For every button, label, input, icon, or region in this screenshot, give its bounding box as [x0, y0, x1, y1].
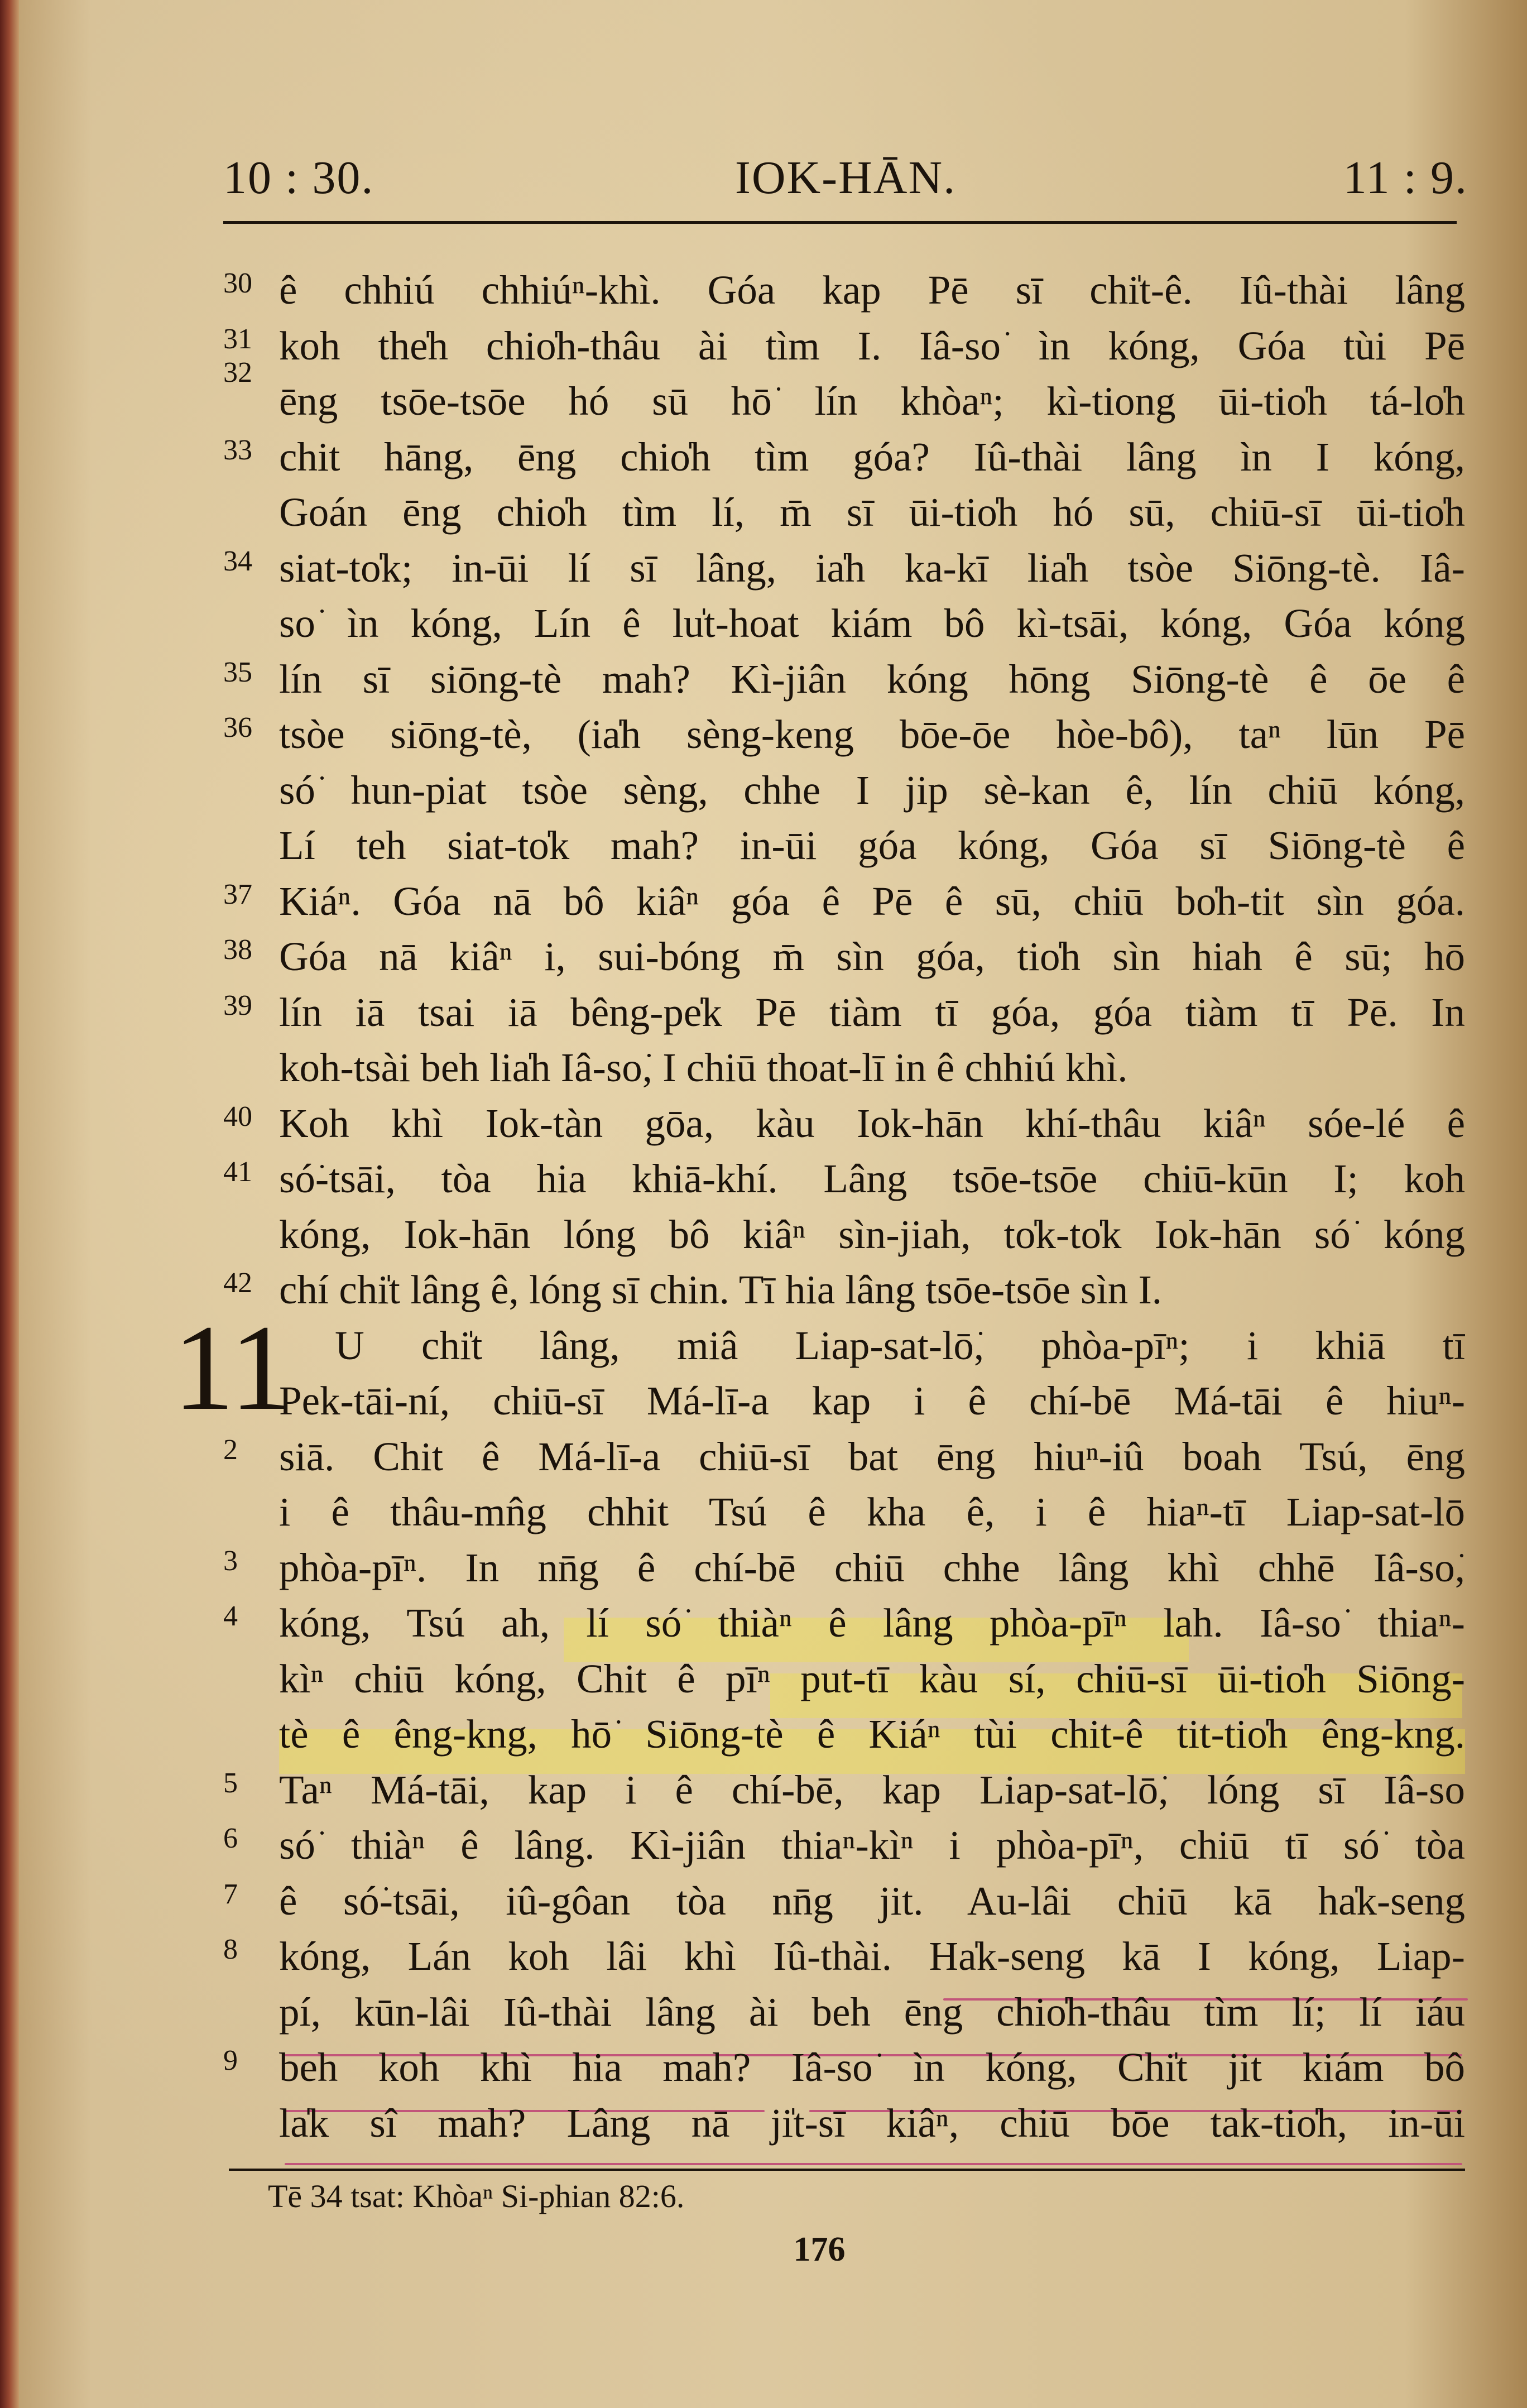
text-line: ê só͘-tsāi, iû-gôan tòa nn̄g jit. Au-lâi chiū kā ha̍k-seng [279, 1878, 1465, 1923]
text-line: só͘ thiàⁿ ê lâng. Kì-jiân thiaⁿ-kìⁿ i phòa-pīⁿ, chiū tī só͘ tòa [279, 1822, 1465, 1868]
text-line: só͘ hun-piat tsòe sèng, chhe I jip sè-kan ê, lín chiū kóng, [279, 768, 1465, 813]
verse-number: 6 [223, 1822, 238, 1854]
text-line: phòa-pīⁿ. In nn̄g ê chí-bē chiū chhe lâng khì chhē Iâ-so͘, [279, 1545, 1465, 1590]
header-book-title: IOK-HĀN. [734, 152, 957, 204]
text-line: Koh khì Iok-tàn gōa, kàu Iok-hān khí-thâu kiâⁿ sóe-lé ê [279, 1101, 1465, 1146]
chapter-number: 11 [173, 1299, 291, 1436]
text-line: so͘ ìn kóng, Lín ê lu̍t-hoat kiám bô kì-tsāi, kóng, Góa kóng [279, 601, 1465, 646]
verse-number: 4 [223, 1600, 238, 1632]
verse-number: 30 [223, 267, 252, 299]
verse-number: 2 [223, 1434, 238, 1466]
text-line: lín sī siōng-tè mah? Kì-jiân kóng hōng Siōng-tè ê ōe ê [279, 656, 1465, 702]
text-line: kìⁿ chiū kóng, Chit ê pīⁿ put-tī kàu sí, chiū-sī ūi-tio̍h Siōng- [279, 1656, 1465, 1701]
pen-underline [285, 2163, 1462, 2165]
text-line: ê chhiú chhiúⁿ-khì. Góa kap Pē sī chi̍t-ê. Iû-thài lâng [279, 267, 1465, 313]
text-line: Goán ēng chio̍h tìm lí, m̄ sī ūi-tio̍h hó sū, chiū-sī ūi-tio̍h [279, 490, 1465, 535]
text-line: chí chi̍t lâng ê, lóng sī chin. Tī hia lâng tsōe-tsōe sìn I. [279, 1267, 1163, 1312]
page-edge [0, 0, 19, 2408]
verse-number: 9 [223, 2045, 238, 2076]
footnote: Tē 34 tsat: Khòaⁿ Si-phian 82:6. [268, 2178, 685, 2214]
text-line: kóng, Tsú ah, lí só͘ thiàⁿ ê lâng phòa-pīⁿ lah. Iâ-so͘ thiaⁿ- [279, 1600, 1465, 1646]
text-line: beh koh khì hia mah? Iâ-so͘ ìn kóng, Chi̍t jit kiám bô [279, 2045, 1465, 2090]
text-line: Taⁿ Má-tāi, kap i ê chí-bē, kap Liap-sat-lō͘, lóng sī Iâ-so͘ [279, 1767, 1465, 1812]
verse-number: 36 [223, 712, 252, 743]
footnote-rule [229, 2169, 1465, 2171]
verse-number: 31 32 [223, 323, 252, 388]
header-right-reference: 11 : 9. [1343, 152, 1468, 204]
text-line: la̍k sî mah? Lâng nā ji̍t-sī kiâⁿ, chiū bōe tak-tio̍h, in-ūi [279, 2100, 1465, 2146]
text-line: tè ê êng-kng, hō͘ Siōng-tè ê Kiáⁿ tùi chit-ê tit-tio̍h êng-kng. [279, 1711, 1465, 1757]
verse-number: 35 [223, 656, 252, 688]
verse-number: 41 [223, 1156, 252, 1188]
text-line: pí, kūn-lâi Iû-thài lâng ài beh ēng chio̍h-thâu tìm lí; lí iáu [279, 1989, 1465, 2035]
text-line: Pek-tāi-ní, chiū-sī Má-lī-a kap i ê chí-bē Má-tāi ê hiuⁿ- [279, 1378, 1465, 1423]
verse-number: 38 [223, 934, 252, 966]
verse-number: 40 [223, 1101, 252, 1133]
verse-number: 5 [223, 1767, 238, 1799]
text-line: siā. Chit ê Má-lī-a chiū-sī bat ēng hiuⁿ-iû boah Tsú, ēng [279, 1434, 1465, 1479]
text-line: Lí teh siat-to̍k mah? in-ūi góa kóng, Góa sī Siōng-tè ê [279, 823, 1465, 868]
verse-number: 8 [223, 1934, 238, 1965]
header-left-reference: 10 : 30. [223, 152, 374, 204]
verse-number: 7 [223, 1878, 238, 1910]
text-line: Góa nā kiâⁿ i, sui-bóng m̄ sìn góa, tio̍h sìn hiah ê sū; hō͘ [279, 934, 1465, 979]
text-line: kóng, Lán koh lâi khì Iû-thài. Ha̍k-seng kā I kóng, Liap- [279, 1934, 1465, 1979]
verse-number: 42 [223, 1267, 252, 1299]
verse-number: 37 [223, 879, 252, 910]
text-line: Kiáⁿ. Góa nā bô kiâⁿ góa ê Pē ê sū, chiū bo̍h-tit sìn góa. [279, 879, 1465, 924]
verse-number: 33 [223, 434, 252, 466]
text-line: i ê thâu-mn̂g chhit Tsú ê kha ê, i ê hiaⁿ-tī Liap-sat-lō͘ [279, 1489, 1465, 1534]
verse-number: 3 [223, 1545, 238, 1577]
text-line: kóng, Iok-hān lóng bô kiâⁿ sìn-jiah, to̍k-to̍k Iok-hān só͘ kóng [279, 1212, 1465, 1257]
header-rule [223, 221, 1457, 224]
text-line: ēng tsōe-tsōe hó sū hō͘ lín khòaⁿ; kì-tiong ūi-tio̍h tá-lo̍h [279, 378, 1465, 424]
verse-number: 39 [223, 990, 252, 1021]
verse-number: 34 [223, 545, 252, 577]
text-line: U chi̍t lâng, miâ Liap-sat-lō͘, phòa-pīⁿ; i khiā tī [335, 1323, 1465, 1368]
text-line: lín iā tsai iā bêng-pe̍k Pē tiàm tī góa, góa tiàm tī Pē. In [279, 990, 1465, 1035]
text-line: koh-tsài beh lia̍h Iâ-so͘, I chiū thoat-lī in ê chhiú khì. [279, 1045, 1128, 1090]
text-line: siat-to̍k; in-ūi lí sī lâng, ia̍h ka-kī lia̍h tsòe Siōng-tè. Iâ- [279, 545, 1465, 591]
text-line: koh the̍h chio̍h-thâu ài tìm I. Iâ-so͘ ìn kóng, Góa tùi Pē [279, 323, 1465, 368]
running-head [223, 151, 1468, 212]
text-line: chit hāng, ēng chio̍h tìm góa? Iû-thài lâng ìn I kóng, [279, 434, 1465, 479]
text-line: tsòe siōng-tè, (ia̍h sèng-keng bōe-ōe hòe-bô), taⁿ lūn Pē [279, 712, 1465, 757]
page-number: 176 [793, 2230, 846, 2268]
text-line: só͘-tsāi, tòa hia khiā-khí. Lâng tsōe-tsōe chiū-kūn I; koh [279, 1156, 1465, 1201]
